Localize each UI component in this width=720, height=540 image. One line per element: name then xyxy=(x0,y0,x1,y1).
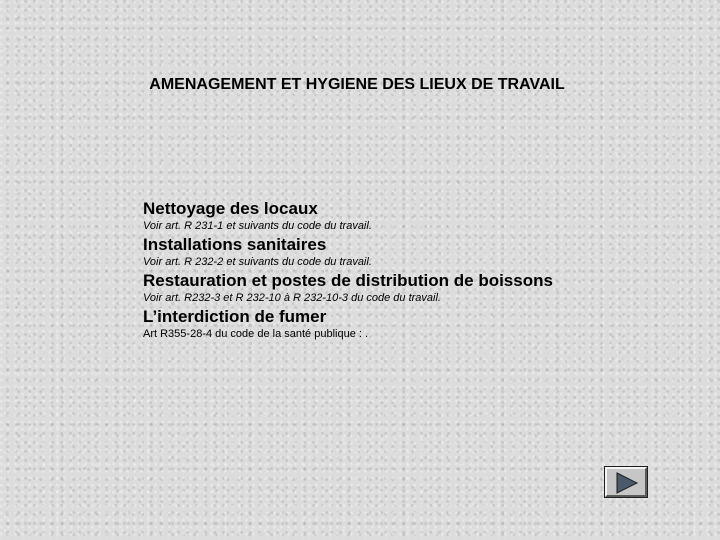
slide-title: AMENAGEMENT ET HYGIENE DES LIEUX DE TRAVAIL xyxy=(149,76,565,93)
topic-reference: Voir art. R232-3 et R 232-10 à R 232-10-3 du code du travail. xyxy=(143,292,441,304)
topic-heading: L’interdiction de fumer xyxy=(143,307,327,326)
topic-list xyxy=(143,199,703,343)
topic-item-nettoyage xyxy=(143,199,703,233)
topic-reference: Voir art. R 231-1 et suivants du code du travail. xyxy=(143,220,372,232)
topic-reference: Art R355-28-4 du code de la santé publique : . xyxy=(143,328,369,340)
topic-heading: Nettoyage des locaux xyxy=(143,199,318,218)
play-triangle-icon xyxy=(615,472,639,494)
next-slide-button[interactable] xyxy=(605,467,647,497)
topic-item-restauration xyxy=(143,271,703,305)
topic-heading: Restauration et postes de distribution de boissons xyxy=(143,271,553,290)
topic-heading: Installations sanitaires xyxy=(143,235,327,254)
topic-item-fumer xyxy=(143,307,703,341)
topic-item-sanitaires xyxy=(143,235,703,269)
topic-reference: Voir art. R 232-2 et suivants du code du travail. xyxy=(143,256,372,268)
